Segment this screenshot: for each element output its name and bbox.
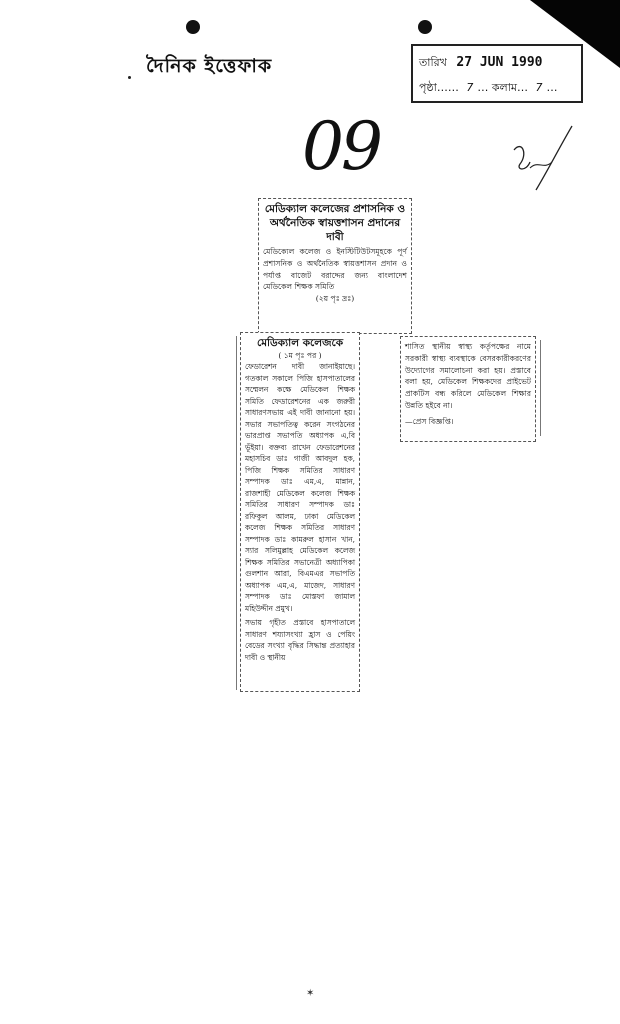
handwritten-signature: [508, 120, 578, 200]
ink-dot: [128, 76, 131, 79]
stamp-date-value: 27 JUN 1990: [456, 55, 543, 70]
continuation-paragraph-1: ফেডারেশন দাবী জানাইয়াছে। গতকাল সকালে পিজি হাসপাতালের সম্মেলন কক্ষে মেডিকেল শিক্ষক সমিতি ফেডারেশনের এক জরুরী সাধারণসভায় এই দাবী জানানো হয়। সভার সভাপতিত্ব করেন সংগঠনের ভারপ্রাপ্ত সভাপতি অধ্যাপক এ,বি ভূঁইয়া। বক্তব্য রাখেন ফেডারেশনের মহাসচিব ডাঃ গাজী আবদুল হক, পিজি শিক্ষক সমিতির সাধারণ সম্পাদক ডাঃ এম,এ, মান্নান, রাজশাহী মেডিকেল কলেজ শিক্ষক সমিতির সাধারণ সম্পাদক ডাঃ রফিকুল আলম, ঢাকা মেডিকেল কলেজ শিক্ষক সমিতির সাধারণ সম্পাদক ডাঃ কামরুল হাসান খান, স্যার সলিমুল্লাহ মেডিকেল কলেজ শিক্ষক সমিতির সভানেত্রী অধ্যাপিকা গুলশান আরা, বিএমএর সভাপতি অধ্যাপক এম,এ, মাজেদ, সাধারণ সম্পাদক ডাঃ মোস্তফা জামাল মহিউদ্দীন প্রমুখ।: [245, 362, 355, 613]
stamp-page-label: পৃষ্ঠা: [419, 81, 437, 94]
final-paragraph: শাসিত স্থানীয় স্বাস্থ্য কর্তৃপক্ষের নামে সরকারী স্বাস্থ্য ব্যবস্থাকে বেসরকারীকরণের উদ্যোগের সমালোচনা করা হয়। প্রস্তাবে বলা হয়, মেডিকেল শিক্ষকদের প্রাইভেট প্রাকটিস বন্ধ করিলে মেডিকেল শিক্ষার উন্নতি হইবে না।: [405, 342, 531, 410]
stamp-column-value: 7: [535, 81, 543, 94]
punch-hole-left: [186, 20, 200, 34]
continuation-headline: মেডিক্যাল কলেজকে: [256, 337, 344, 349]
handwritten-file-number: 09: [302, 108, 380, 185]
cut-edge-line: [236, 336, 237, 690]
clipping-final-column: [400, 336, 536, 442]
stamp-page-row: পৃষ্ঠা…… 7 … কলাম… 7 …: [419, 81, 558, 94]
ink-speck: ✶: [306, 988, 315, 999]
newspaper-name: দৈনিক ইত্তেফাক: [146, 55, 273, 77]
stamp-page-value: 7: [466, 81, 474, 94]
punch-hole-right: [418, 20, 432, 34]
stamp-date-row: [419, 54, 542, 73]
article-lead-text: মেডিক্যেল কলেজ ও ইনস্টিটিউটসমূহকে পূর্ণ প্রশাসনিক ও অর্থনৈতিক স্বায়ত্তশাসন প্রদান ও পর্যাপ্ত বাজেট বরাদ্দের জন্য বাংলাদেশ মেডিকেল শিক্ষক সমিতি: [263, 247, 407, 292]
article-headline: মেডিক্যাল কলেজের প্রশাসনিক ও অর্থনৈতিক স্বায়ত্তশাসন প্রদানের দাবী: [264, 203, 406, 243]
clipping-continuation-column: [240, 332, 360, 692]
press-release-credit: —প্রেস বিজ্ঞপ্তি।: [405, 416, 454, 426]
clipping-headline-article: [258, 198, 412, 334]
date-stamp-box: [411, 44, 583, 103]
continued-note: (২য় পৃঃ দ্রঃ): [315, 294, 355, 304]
continued-from-note: ( ১ম পৃঃ পর ): [278, 351, 322, 360]
continuation-paragraph-2: সভায় গৃহীত প্রস্তাবে হাসপাতালে সাধারণ শয্যাসংখ্যা হ্রাস ও পেয়িং বেডের সংখ্যা বৃদ্ধির সিদ্ধান্ত প্রত্যাহার দাবী ও স্থানীয়: [245, 618, 355, 662]
stamp-column-label: কলাম: [491, 81, 518, 94]
stamp-date-label: তারিখ: [419, 56, 447, 69]
cut-edge-line: [540, 340, 541, 436]
